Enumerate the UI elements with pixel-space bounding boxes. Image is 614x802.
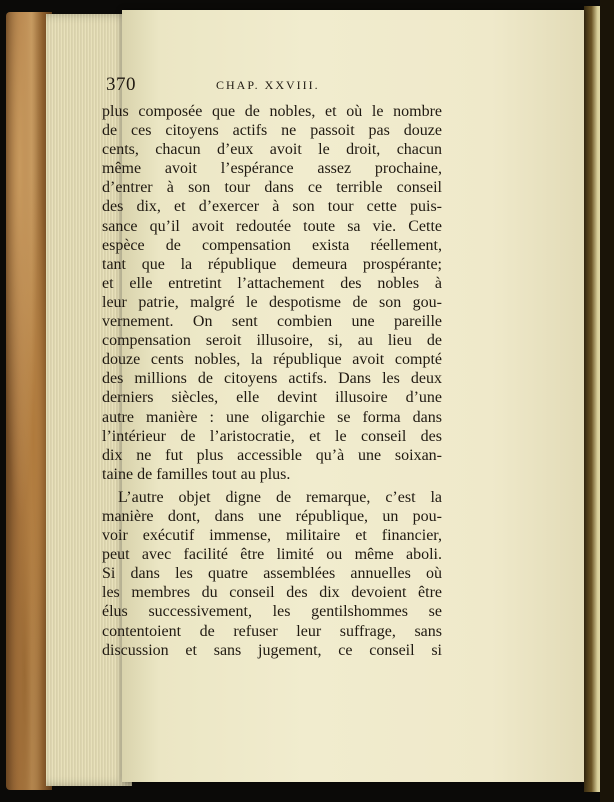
text-line: compensation seroit illusoire, si, au lieu de [102,332,442,350]
text-line: leur patrie, malgré le despotisme de son gou- [102,293,442,311]
text-line: espèce de compensation exista réellement, [102,236,442,254]
background-edge [600,0,614,802]
text-line: de ces citoyens actifs ne passoit pas douze [102,122,442,140]
text-line: manière dont, dans une république, un pou- [102,507,442,525]
text-line: des millions de citoyens actifs. Dans les deux [102,370,442,388]
text-line: dix ne fut plus accessible qu’à une soixan- [102,446,442,464]
text-line: discussion et sans jugement, ce conseil si [102,641,442,659]
text-line: vernement. On sent combien une pareille [102,313,442,331]
text-line: des dix, et d’exercer à son tour cette puis- [102,198,442,216]
text-line: autre manière : une oligarchie se forma dans [102,408,442,426]
text-line: taine de familles tout au plus. [102,465,291,483]
text-line: Si dans les quatre assemblées annuelles où [102,565,442,583]
chapter-heading: CHAP. XXVIII. [216,78,320,92]
text-line: voir exécutif immense, militaire et financier, [102,527,442,545]
text-line: contentoient de refuser leur suffrage, sans [102,622,442,640]
text-line: L’autre objet digne de remarque, c’est la [118,488,442,506]
text-line: d’entrer à son tour dans ce terrible conseil [102,179,442,197]
text-line: même avoit l’espérance assez prochaine, [102,160,442,178]
text-line: tant que la république demeura prospérante; [102,255,442,273]
text-line: peut avec facilité être limité ou même aboli. [102,546,442,564]
paragraph-1 [102,102,442,484]
running-header [106,74,436,102]
text-line: sance qu’il avoit redoutée toute sa vie. Cette [102,217,442,235]
text-line: et elle entretint l’attachement des nobles à [102,274,442,292]
text-line: l’intérieur de l’aristocratie, et le conseil des [102,427,442,445]
text-line: derniers siècles, elle devint illusoire d’une [102,389,442,407]
text-line: cents, chacun d’eux avoit le droit, chacun [102,141,442,159]
text-line: les membres du conseil des dix devoient être [102,584,442,602]
text-line: élus successivement, les gentilshommes se [102,603,442,621]
page-number: 370 [106,74,136,95]
page-text-block [102,74,442,660]
paragraph-2 [102,488,442,660]
text-line: plus composée que de nobles, et où le nombre [102,103,442,120]
text-line: douze cents nobles, la république avoit compté [102,351,442,369]
